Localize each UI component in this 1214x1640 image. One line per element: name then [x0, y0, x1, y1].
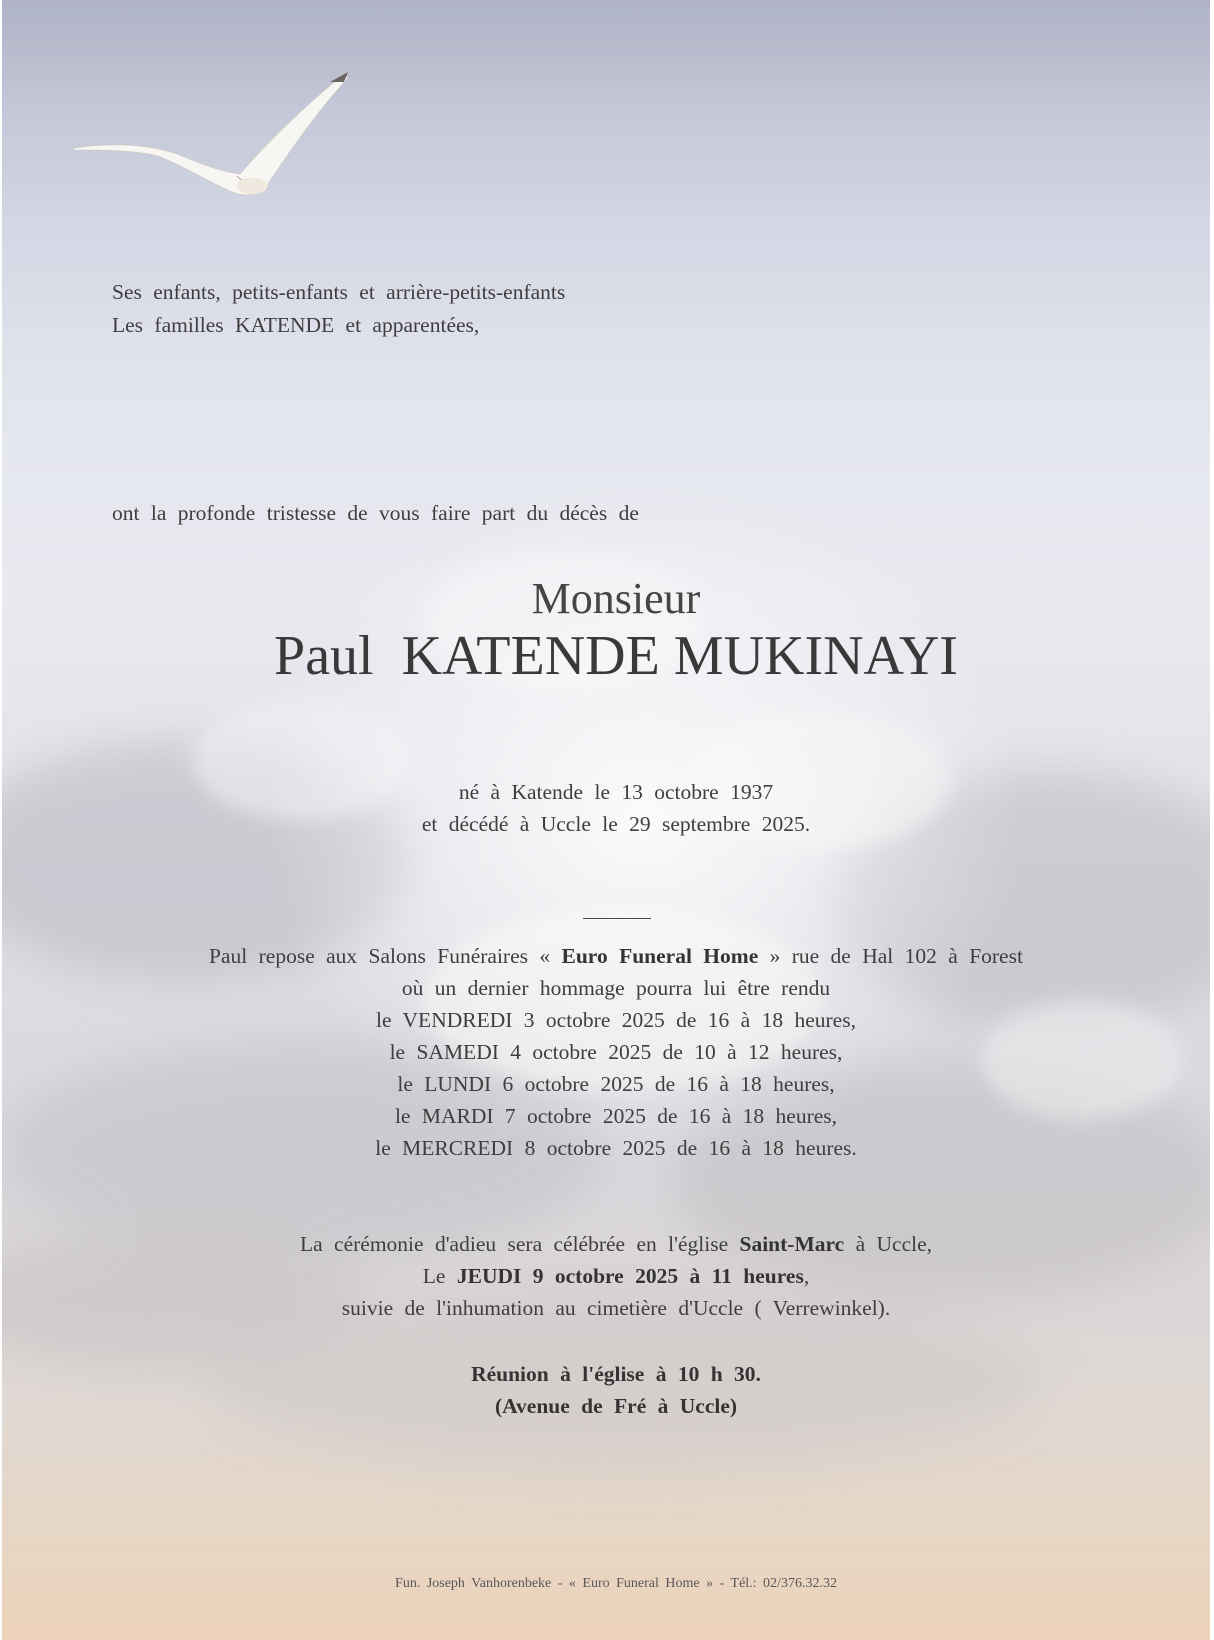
- schedule-item: le MERCREDI 8 octobre 2025 de 16 à 18 heures.: [375, 1136, 857, 1160]
- obituary-page: [2, 0, 1214, 1640]
- ceremony-line-1-after: à Uccle,: [844, 1232, 932, 1256]
- seagull-icon: [72, 68, 362, 208]
- meeting-line-1: Réunion à l'église à 10 h 30.: [471, 1362, 761, 1386]
- visitation-line-2: où un dernier hommage pourra lui être rendu: [401, 976, 831, 1000]
- visitation-intro-after: » rue de Hal 102 à Forest: [758, 944, 1023, 968]
- schedule-item: le SAMEDI 4 octobre 2025 de 10 à 12 heures,: [389, 1040, 843, 1064]
- death-line: et décédé à Uccle le 29 septembre 2025.: [421, 812, 811, 836]
- visitation-intro: [2, 944, 1214, 969]
- schedule-item: le MARDI 7 octobre 2025 de 16 à 18 heures,: [394, 1104, 838, 1128]
- schedule-item: le VENDREDI 3 octobre 2025 de 16 à 18 heures,: [376, 1008, 856, 1032]
- intro-line-2: Les familles KATENDE et apparentées,: [112, 313, 480, 337]
- ceremony-line-2-suffix: ,: [803, 1264, 810, 1288]
- ceremony-date: JEUDI 9 octobre 2025 à 11 heures: [456, 1264, 804, 1288]
- intro-line-1: Ses enfants, petits-enfants et arrière-petits-enfants: [112, 280, 566, 304]
- birth-line: né à Katende le 13 octobre 1937: [458, 780, 774, 804]
- ceremony-line-1-before: La cérémonie d'adieu sera célébrée en l'église: [299, 1232, 740, 1256]
- meeting-line-2: (Avenue de Fré à Uccle): [494, 1394, 738, 1418]
- footer-credit: Fun. Joseph Vanhorenbeke - « Euro Funeral Home » - Tél.: 02/376.32.32: [395, 1576, 837, 1591]
- honorific-title: Monsieur: [531, 574, 701, 623]
- visitation-intro-before: Paul repose aux Salons Funéraires «: [209, 944, 562, 968]
- ceremony-line-3: suivie de l'inhumation au cimetière d'Uccle ( Verrewinkel).: [341, 1296, 891, 1320]
- announcement-line: ont la profonde tristesse de vous faire part du décès de: [112, 501, 639, 525]
- ceremony-line-1: [2, 1232, 1214, 1257]
- ceremony-line-2: [2, 1264, 1214, 1289]
- schedule-item: le LUNDI 6 octobre 2025 de 16 à 18 heures,: [397, 1072, 835, 1096]
- funeral-home-name: Euro Funeral Home: [561, 944, 759, 968]
- divider-line: [583, 918, 651, 919]
- ceremony-line-2-prefix: Le: [422, 1264, 457, 1288]
- deceased-name: Paul KATENDE MUKINAYI: [274, 625, 958, 687]
- church-name: Saint-Marc: [739, 1232, 845, 1256]
